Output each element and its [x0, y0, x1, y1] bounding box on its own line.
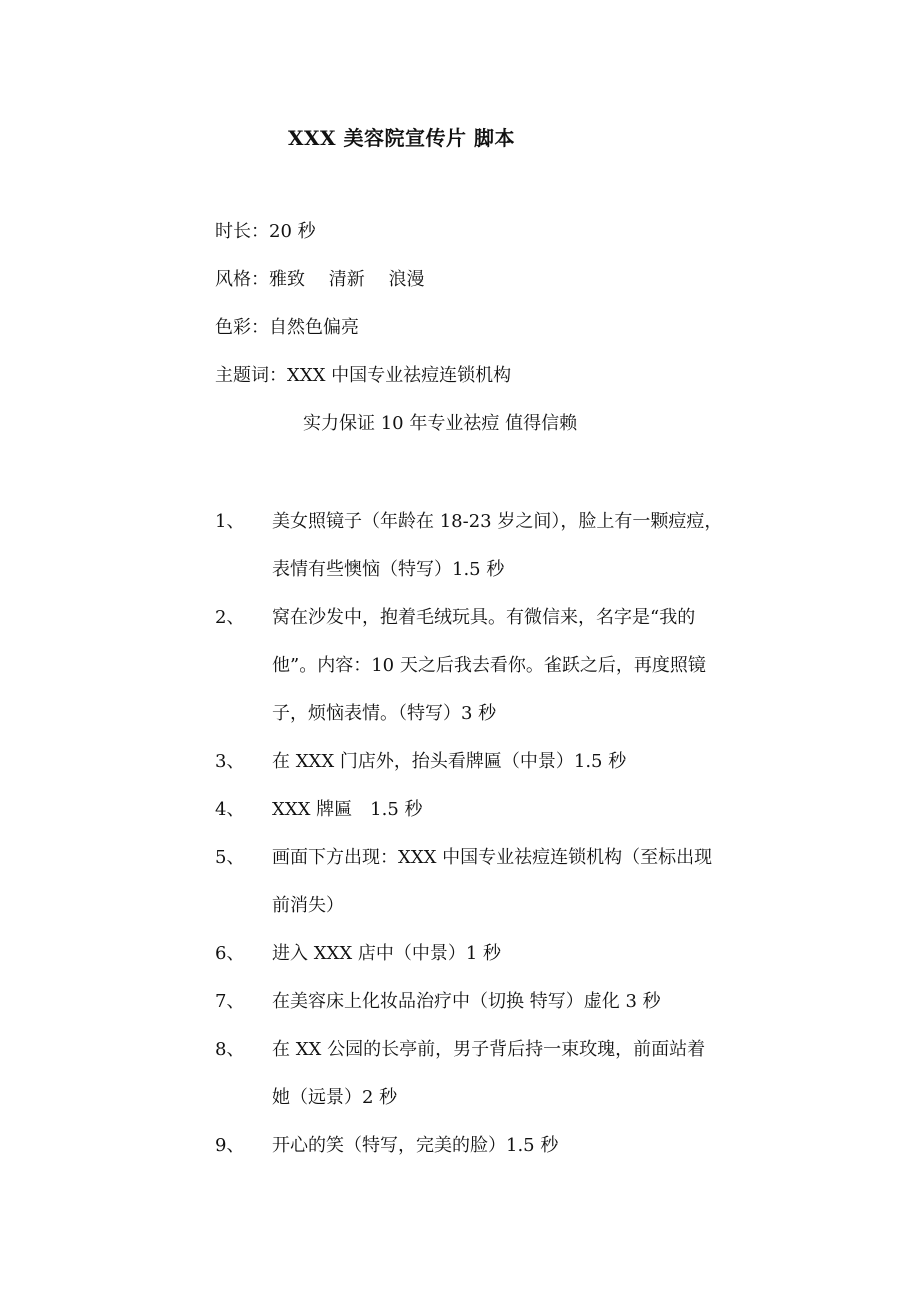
shot-line: 在 XX 公园的长亭前，男子背后持一束玫瑰，前面站着 [272, 1039, 706, 1060]
shot-item [215, 1122, 722, 1170]
shot-description [272, 1026, 705, 1122]
shot-item [215, 498, 722, 594]
shot-number: 8、 [215, 1039, 245, 1060]
document-title: XXX 美容院宣传片 脚本 [288, 126, 515, 150]
shot-line: 前消失） [272, 895, 344, 916]
theme-line: 主题词：XXX 中国专业祛痘连锁机构 [215, 365, 512, 386]
shot-line: 开心的笑（特写，完美的脸）1.5 秒 [272, 1135, 559, 1156]
shot-number: 5、 [215, 847, 245, 868]
shot-number: 2、 [215, 607, 245, 628]
shot-item [215, 738, 722, 786]
shot-line: 她（远景）2 秒 [272, 1087, 398, 1108]
shot-list [215, 498, 722, 1170]
shot-item [215, 930, 722, 978]
shot-description [272, 978, 661, 1026]
shot-description [272, 1122, 558, 1170]
shot-line: 他”。内容：10 天之后我去看你。雀跃之后，再度照镜 [272, 655, 706, 676]
shot-description [272, 498, 722, 594]
shot-description [272, 930, 501, 978]
shot-item [215, 834, 722, 930]
shot-item [215, 1026, 722, 1122]
shot-line: 在 XXX 门店外，抬头看牌匾（中景）1.5 秒 [272, 751, 627, 772]
theme-line-2: 实力保证 10 年专业祛痘 值得信赖 [303, 413, 578, 434]
shot-number: 3、 [215, 751, 245, 772]
shot-description [272, 738, 626, 786]
shot-line: 画面下方出现：XXX 中国专业祛痘连锁机构（至标出现 [272, 847, 713, 868]
shot-line: 表情有些懊恼（特写）1.5 秒 [272, 559, 505, 580]
shot-line: 窝在沙发中，抱着毛绒玩具。有微信来，名字是“我的 [272, 607, 696, 628]
shot-description [272, 786, 423, 834]
shot-line: 进入 XXX 店中（中景）1 秒 [272, 943, 502, 964]
color-line: 色彩：自然色偏亮 [215, 317, 359, 338]
shot-number: 1、 [215, 511, 245, 532]
shot-line: 美女照镜子（年龄在 18-23 岁之间），脸上有一颗痘痘， [272, 511, 723, 532]
meta-section [215, 208, 577, 448]
shot-item [215, 594, 722, 738]
shot-line: XXX 牌匾 1.5 秒 [272, 799, 423, 820]
shot-description [272, 594, 706, 738]
shot-number: 4、 [215, 799, 245, 820]
shot-number: 7、 [215, 991, 245, 1012]
shot-line: 在美容床上化妆品治疗中（切换 特写）虚化 3 秒 [272, 991, 661, 1012]
shot-description [272, 834, 712, 930]
shot-item [215, 786, 722, 834]
duration-line: 时长：20 秒 [215, 221, 316, 242]
style-line: 风格：雅致 清新 浪漫 [215, 269, 425, 290]
shot-line: 子，烦恼表情。（特写）3 秒 [272, 703, 497, 724]
shot-number: 6、 [215, 943, 245, 964]
shot-item [215, 978, 722, 1026]
shot-number: 9、 [215, 1135, 245, 1156]
